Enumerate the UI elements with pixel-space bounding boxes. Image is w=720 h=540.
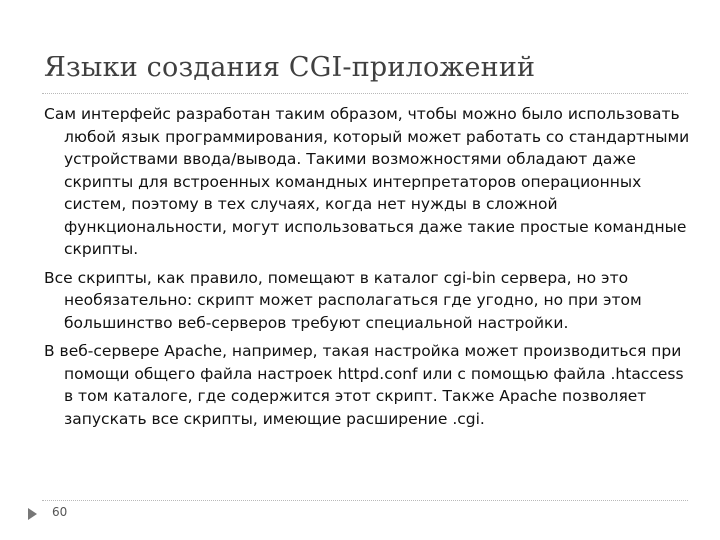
paragraph-cgi-bin: Все скрипты, как правило, помещают в каталог cgi-bin сервера, но это необязательно: скрипт может располагаться где угодно, но при этом большинство веб-серверов требуют специальной настройки. [44, 268, 642, 332]
slide-body [44, 103, 694, 436]
paragraph-apache: В веб-сервере Apache, например, такая настройка может производиться при помощи общего файла настроек httpd.conf или с помощью файла .htaccess в том каталоге, где содержится этот скрипт. Также Apache позволяет запускать все скрипты, имеющие расширение .cgi. [44, 342, 684, 428]
slide-title: Языки создания CGI-приложений [44, 52, 536, 83]
paragraph-cgi-interface: Сам интерфейс разработан таким образом, чтобы можно было использовать любой язык программирования, который может работать со стандартными устройствами ввода/вывода. Такими возможностями обладают даже скрипты для встроенных командных интерпретаторов операционных систем, поэтому в тех случаях, когда нет нужды в сложной функциональности, могут использоваться даже такие простые командные скрипты. [44, 105, 690, 258]
page-number: 60 [52, 505, 68, 519]
title-divider [42, 93, 688, 94]
page-marker-triangle-icon [28, 508, 37, 520]
footer-divider [42, 500, 688, 501]
